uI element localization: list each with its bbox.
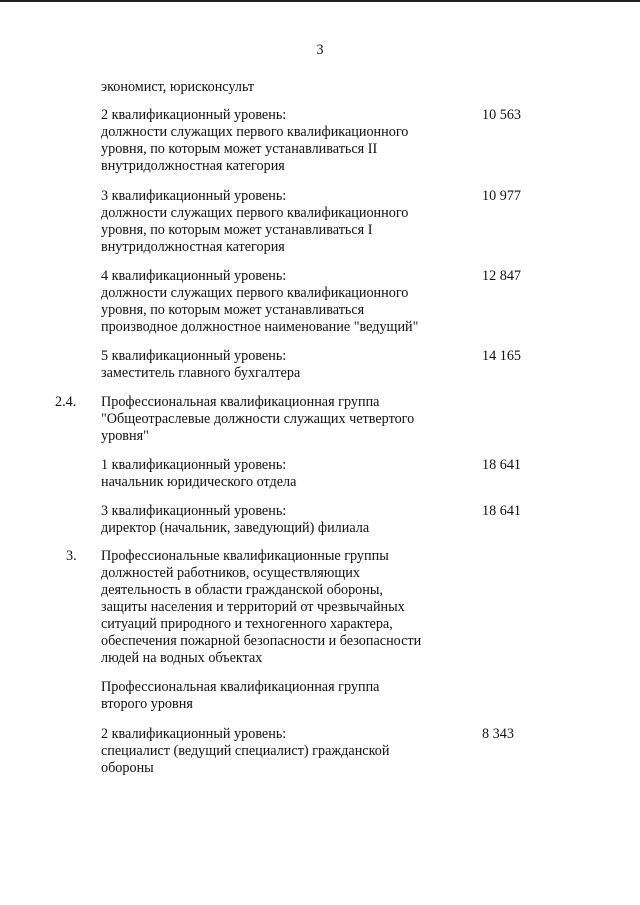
row-text-line: Профессиональная квалификационная группа [101, 394, 380, 410]
row-text-line: начальник юридического отдела [101, 474, 297, 490]
row-text-line: деятельность в области гражданской обороны, [101, 582, 383, 598]
salary-value: 14 165 [482, 348, 522, 364]
row-text-line: директор (начальник, заведующий) филиала [101, 520, 370, 536]
row-text-line: должности служащих первого квалификационного [101, 285, 409, 301]
row-text-line: 3 квалификационный уровень: [101, 503, 287, 519]
row-text-line: 2 квалификационный уровень: [101, 726, 287, 742]
row-text-line: уровня" [101, 428, 149, 444]
row-text-line: 2 квалификационный уровень: [101, 107, 287, 123]
row-text-line: должности служащих первого квалификационного [101, 205, 409, 221]
row-text-line: второго уровня [101, 696, 193, 712]
section-number: 2.4. [55, 394, 77, 410]
row-text-line: обороны [101, 760, 154, 776]
row-text-line: защиты населения и территорий от чрезвычайных [101, 599, 405, 615]
row-text [101, 268, 461, 336]
row-text-line: ситуаций природного и техногенного характера, [101, 616, 393, 632]
salary-value: 10 977 [482, 188, 522, 204]
row-text-line: должностей работников, осуществляющих [101, 565, 360, 581]
row-text-line: 1 квалификационный уровень: [101, 457, 287, 473]
salary-value: 18 641 [482, 503, 522, 519]
row-text-line: внутридолжностная категория [101, 158, 285, 174]
row-text [101, 503, 461, 537]
row-text [101, 107, 461, 175]
row-text [101, 679, 461, 713]
page-number: 3 [316, 42, 324, 58]
row-text-line: людей на водных объектах [101, 650, 263, 666]
row-text-line: "Общеотраслевые должности служащих четвертого [101, 411, 415, 427]
row-text-line: заместитель главного бухгалтера [101, 365, 301, 381]
row-text-line: экономист, юрисконсульт [101, 79, 255, 95]
row-text [101, 188, 461, 256]
salary-value: 18 641 [482, 457, 522, 473]
row-text-line: Профессиональные квалификационные группы [101, 548, 389, 564]
row-text-line: обеспечения пожарной безопасности и безопасности [101, 633, 422, 649]
row-text-line: 3 квалификационный уровень: [101, 188, 287, 204]
salary-value: 12 847 [482, 268, 522, 284]
row-text [101, 548, 461, 667]
row-text [101, 726, 461, 777]
row-text-line: 4 квалификационный уровень: [101, 268, 287, 284]
row-text-line: уровня, по которым может устанавливаться [101, 302, 365, 318]
salary-value: 8 343 [482, 726, 514, 742]
row-text [101, 79, 461, 96]
row-text-line: производное должностное наименование "ведущий" [101, 319, 419, 335]
row-text [101, 394, 461, 445]
salary-value: 10 563 [482, 107, 522, 123]
row-text-line: уровня, по которым может устанавливаться II [101, 141, 378, 157]
row-text-line: 5 квалификационный уровень: [101, 348, 287, 364]
row-text-line: внутридолжностная категория [101, 239, 285, 255]
row-text [101, 457, 461, 491]
page-top-border [0, 0, 640, 2]
section-number: 3. [66, 548, 77, 564]
row-text-line: Профессиональная квалификационная группа [101, 679, 380, 695]
row-text [101, 348, 461, 382]
row-text-line: специалист (ведущий специалист) гражданской [101, 743, 390, 759]
row-text-line: уровня, по которым может устанавливаться I [101, 222, 373, 238]
row-text-line: должности служащих первого квалификационного [101, 124, 409, 140]
